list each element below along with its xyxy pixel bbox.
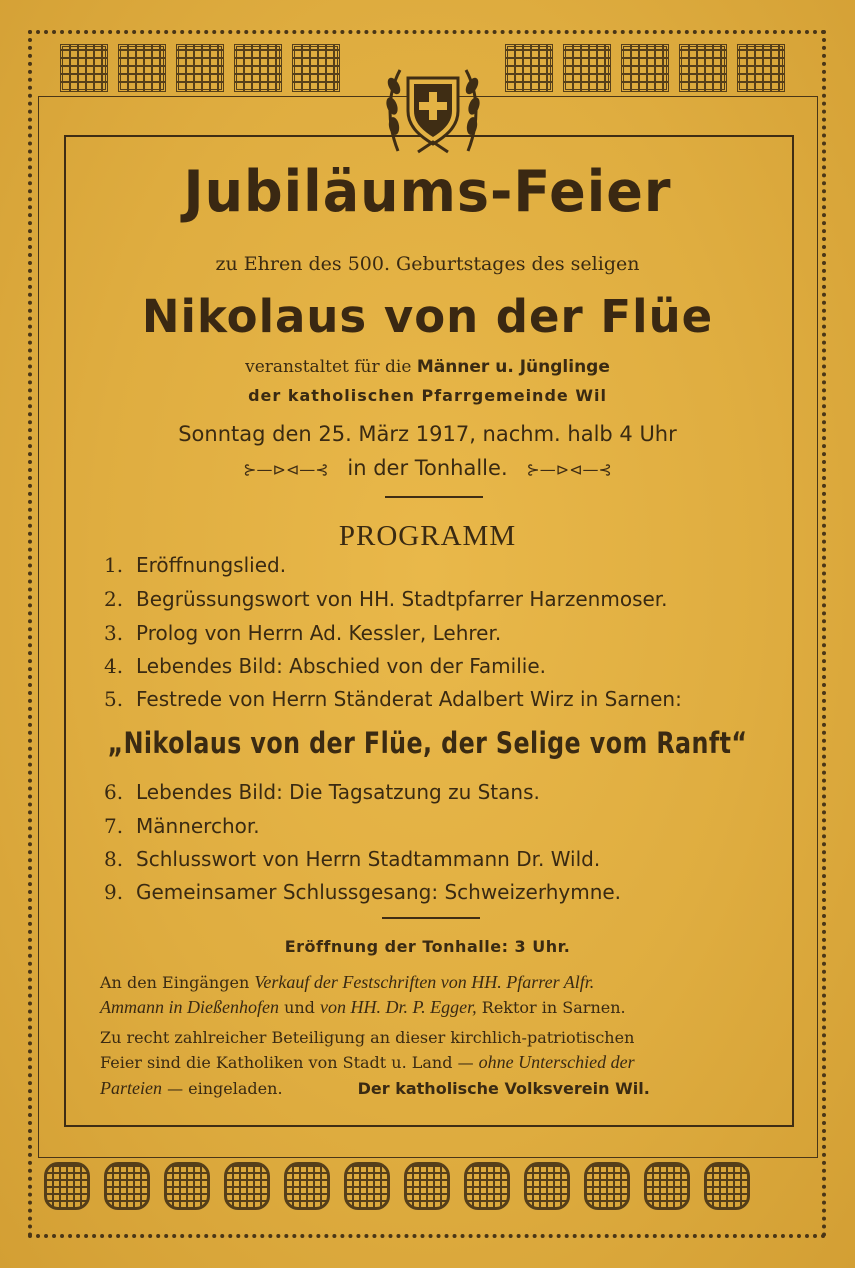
right-flourish-icon: ⊱—⊳⊲—⊰	[526, 459, 612, 479]
program-item: 8. Schlusswort von Herrn Stadtammann Dr. Wild.	[104, 847, 601, 871]
invite-line-1: Zu recht zahlreicher Beteiligung an dieser kirchlich-patriotischen	[100, 1028, 635, 1047]
top-right-ornament-row	[505, 44, 785, 92]
ornament-square	[118, 44, 166, 92]
program-item: 3. Prolog von Herrn Ad. Kessler, Lehrer.	[104, 621, 502, 645]
ornament-tile	[404, 1162, 450, 1210]
speech-title: „Nikolaus von der Flüe, der Selige vom Ranft“	[107, 726, 748, 760]
invite-line-2: Feier sind die Katholiken von Stadt u. Land — ohne Unterschied der	[100, 1052, 635, 1072]
organizer-line-1	[0, 357, 855, 377]
opening-time: Eröffnung der Tonhalle: 3 Uhr.	[284, 937, 571, 956]
ornament-square	[737, 44, 785, 92]
ornament-square	[563, 44, 611, 92]
left-flourish-icon: ⊱—⊳⊲—⊰	[243, 459, 329, 479]
ornament-tile	[644, 1162, 690, 1210]
ornament-tile	[224, 1162, 270, 1210]
ornament-tile	[104, 1162, 150, 1210]
program-item: 7. Männerchor.	[104, 814, 260, 838]
event-date: Sonntag den 25. März 1917, nachm. halb 4 Uhr	[178, 422, 677, 446]
ornament-square	[292, 44, 340, 92]
ornament-tile	[524, 1162, 570, 1210]
organizer-line-2: der katholischen Pfarrgemeinde Wil	[248, 386, 607, 405]
venue: in der Tonhalle.	[347, 456, 508, 480]
program-title: PROGRAMM	[338, 520, 517, 552]
ornament-square	[621, 44, 669, 92]
ornament-square	[176, 44, 224, 92]
ornament-square	[234, 44, 282, 92]
signature: Der katholische Volksverein Wil.	[357, 1079, 650, 1098]
ornament-tile	[584, 1162, 630, 1210]
organizer-bold: Männer u. Jünglinge	[416, 357, 610, 377]
top-left-ornament-row	[60, 44, 340, 92]
sales-note-line-2: Ammann in Dießenhofen und von HH. Dr. P. Egger, Rektor in Sarnen.	[100, 997, 626, 1017]
swiss-cross-crest-icon	[378, 56, 488, 166]
ornament-tile	[164, 1162, 210, 1210]
divider-rule	[385, 496, 483, 498]
program-item: 6. Lebendes Bild: Die Tagsatzung zu Stans.	[104, 780, 540, 804]
ornament-square	[60, 44, 108, 92]
ornament-square	[505, 44, 553, 92]
sales-note-line-1: An den Eingängen Verkauf der Festschriften von HH. Pfarrer Alfr.	[100, 972, 595, 992]
organizer-prefix: veranstaltet für die	[245, 357, 412, 377]
ornament-tile	[344, 1162, 390, 1210]
subtitle: zu Ehren des 500. Geburtstages des seligen	[215, 253, 640, 275]
ornament-tile	[704, 1162, 750, 1210]
ornament-tile	[284, 1162, 330, 1210]
program-item: 5. Festrede von Herrn Ständerat Adalbert Wirz in Sarnen:	[104, 687, 682, 711]
program-item: 9. Gemeinsamer Schlussgesang: Schweizerhymne.	[104, 880, 622, 904]
program-item: 1. Eröffnungslied.	[104, 553, 287, 577]
ornament-tile	[44, 1162, 90, 1210]
divider-rule	[382, 917, 480, 919]
page-title: Jubiläums-Feier	[183, 158, 672, 225]
program-item: 2. Begrüssungswort von HH. Stadtpfarrer Harzenmoser.	[104, 587, 668, 611]
bottom-ornament-row	[44, 1162, 750, 1210]
ornament-tile	[464, 1162, 510, 1210]
invite-line-3: Parteien — eingeladen. Der katholische Volksverein Wil.	[100, 1078, 650, 1098]
honoree-name: Nikolaus von der Flüe	[141, 290, 714, 343]
ornament-square	[679, 44, 727, 92]
venue-line	[0, 456, 855, 480]
program-item: 4. Lebendes Bild: Abschied von der Familie.	[104, 654, 546, 678]
